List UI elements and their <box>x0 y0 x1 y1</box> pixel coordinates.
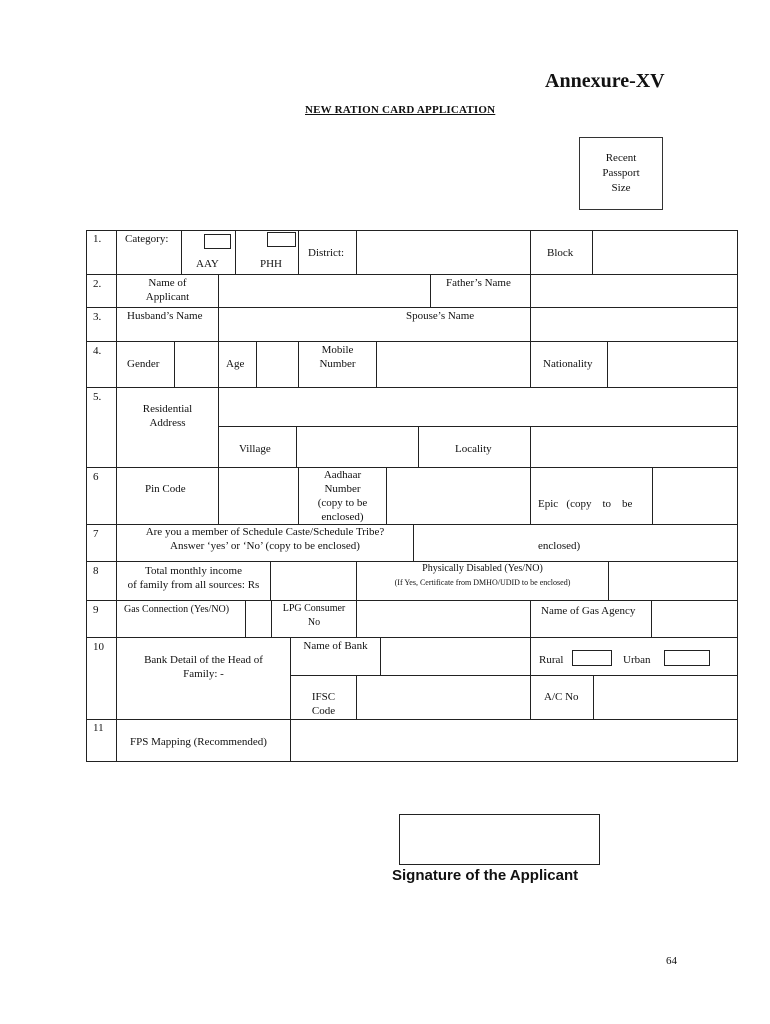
pin-code-field[interactable] <box>219 468 297 523</box>
block-label: Block <box>547 247 574 259</box>
district-label: District: <box>308 247 345 259</box>
spouse-name-field[interactable] <box>531 308 736 340</box>
lpg-label-2: No <box>307 617 321 628</box>
father-name-label: Father’s Name <box>446 277 511 289</box>
rural-label: Rural <box>539 654 564 666</box>
father-name-field[interactable] <box>531 275 736 306</box>
rural-checkbox[interactable] <box>572 650 612 666</box>
sc-st-question-2: Answer ‘yes’ or ‘No’ (copy to be enclosed) <box>170 540 360 552</box>
sc-st-question <box>117 525 413 553</box>
row-number: 5. <box>93 391 102 403</box>
residential-address-field[interactable] <box>219 388 736 425</box>
sc-st-question-1: Are you a member of Schedule Caste/Schedule Tribe? <box>145 526 385 538</box>
number-column-divider <box>116 230 117 762</box>
pin-code-label: Pin Code <box>145 483 186 495</box>
gas-agency-label: Name of Gas Agency <box>541 605 636 617</box>
ifsc-label-1: IFSC <box>311 691 336 703</box>
village-field[interactable] <box>297 427 417 466</box>
mobile-label-1: Mobile <box>321 344 354 356</box>
aadhaar-label-3: (copy to be <box>317 497 368 509</box>
mobile-number-label <box>299 343 376 371</box>
residential-address-label <box>117 402 218 430</box>
sc-st-answer-field[interactable] <box>414 525 736 560</box>
annexure-heading: Annexure-XV <box>545 70 665 92</box>
epic-field[interactable] <box>653 468 736 523</box>
applicant-name-label-2: Applicant <box>145 291 190 303</box>
gas-connection-field[interactable] <box>246 601 270 636</box>
bank-detail-label-2: Family: - <box>183 668 224 680</box>
cell-divider <box>218 307 219 341</box>
photo-label-3: Size <box>611 182 631 194</box>
age-field[interactable] <box>257 342 297 386</box>
aadhaar-label <box>299 468 386 524</box>
urban-label: Urban <box>623 654 651 666</box>
aay-label: AAY <box>196 258 219 270</box>
locality-field[interactable] <box>531 427 736 466</box>
physically-disabled-label <box>357 562 608 590</box>
aadhaar-label-2: Number <box>324 483 361 495</box>
aay-checkbox[interactable] <box>204 234 231 249</box>
account-number-field[interactable] <box>594 676 736 718</box>
physically-disabled-field[interactable] <box>609 562 736 599</box>
gas-agency-field[interactable] <box>652 601 736 636</box>
residential-label-1: Residential <box>142 403 193 415</box>
spouse-name-label: Spouse’s Name <box>406 310 475 322</box>
row-number: 4. <box>93 345 102 357</box>
cell-divider <box>181 230 182 274</box>
cell-divider <box>298 230 299 274</box>
village-label: Village <box>239 443 271 455</box>
lpg-consumer-field[interactable] <box>357 601 529 636</box>
lpg-label-1: LPG Consumer <box>282 603 346 614</box>
income-label-1: Total monthly income <box>145 565 242 577</box>
page-number: 64 <box>666 955 677 967</box>
row-number: 1. <box>93 233 102 245</box>
income-label-2: of family from all sources: Rs <box>127 579 260 591</box>
phh-checkbox[interactable] <box>267 232 296 247</box>
block-field[interactable] <box>593 231 736 273</box>
monthly-income-field[interactable] <box>271 562 355 599</box>
bank-name-label: Name of Bank <box>303 640 368 652</box>
bank-name-field[interactable] <box>381 638 529 674</box>
gender-field[interactable] <box>175 342 217 386</box>
table-left-border <box>86 230 87 762</box>
cell-divider <box>530 467 531 524</box>
cell-divider <box>235 230 236 274</box>
cell-divider <box>430 274 431 307</box>
monthly-income-label <box>117 564 270 592</box>
photo-label-2: Passport <box>602 167 640 179</box>
aadhaar-label-1: Aadhaar <box>323 469 362 481</box>
aadhaar-field[interactable] <box>387 468 529 523</box>
nationality-label: Nationality <box>543 358 593 370</box>
cell-divider <box>530 230 531 274</box>
row-number: 8 <box>93 565 99 577</box>
nationality-field[interactable] <box>608 342 736 386</box>
table-bottom-border <box>86 761 738 762</box>
applicant-name-label <box>117 276 218 304</box>
cell-divider <box>530 600 531 637</box>
bank-detail-label-1: Bank Detail of the Head of <box>144 654 263 666</box>
urban-checkbox[interactable] <box>664 650 710 666</box>
district-field[interactable] <box>357 231 529 273</box>
photo-label-1: Recent <box>605 152 637 164</box>
epic-label-1: Epic (copy to be <box>538 498 633 510</box>
cell-divider <box>418 426 419 467</box>
residential-label-2: Address <box>149 417 186 429</box>
applicant-name-label-1: Name of <box>148 277 187 289</box>
table-right-border <box>737 230 738 762</box>
signature-box[interactable] <box>399 814 600 865</box>
epic-label-2: enclosed) <box>538 540 581 552</box>
row-number: 6 <box>93 471 99 483</box>
disabled-label-2: (If Yes, Certificate from DMHO/UDID to be enclosed) <box>394 578 571 587</box>
locality-label: Locality <box>455 443 492 455</box>
gender-label: Gender <box>127 358 160 370</box>
ifsc-label-2: Code <box>311 705 336 717</box>
bank-detail-label <box>117 653 290 681</box>
mobile-label-2: Number <box>319 358 356 370</box>
fps-mapping-field[interactable] <box>291 720 736 760</box>
lpg-consumer-label <box>272 602 356 630</box>
row-number: 3. <box>93 311 102 323</box>
row-number: 9 <box>93 604 99 616</box>
row-number: 11 <box>93 722 104 734</box>
cell-divider <box>530 341 531 387</box>
account-number-label: A/C No <box>544 691 579 703</box>
row-number: 2. <box>93 278 102 290</box>
gas-connection-label: Gas Connection (Yes/NO) <box>124 604 230 615</box>
age-label: Age <box>226 358 245 370</box>
passport-photo-box[interactable] <box>579 137 663 210</box>
disabled-label-1: Physically Disabled (Yes/NO) <box>422 563 543 574</box>
cell-divider <box>530 637 531 719</box>
aadhaar-label-4: enclosed) <box>321 511 364 523</box>
ifsc-code-field[interactable] <box>357 676 529 718</box>
husband-name-label: Husband’s Name <box>127 310 203 322</box>
form-title: NEW RATION CARD APPLICATION <box>305 104 496 116</box>
row-number: 10 <box>93 641 104 653</box>
row-number: 7 <box>93 528 99 540</box>
cell-divider <box>218 341 219 387</box>
phh-label: PHH <box>260 258 283 270</box>
fps-mapping-label: FPS Mapping (Recommended) <box>130 736 267 748</box>
ifsc-code-label <box>291 690 356 718</box>
signature-label: Signature of the Applicant <box>392 867 579 884</box>
applicant-name-field[interactable] <box>219 275 429 306</box>
mobile-number-field[interactable] <box>377 342 529 386</box>
category-label: Category: <box>125 233 169 245</box>
